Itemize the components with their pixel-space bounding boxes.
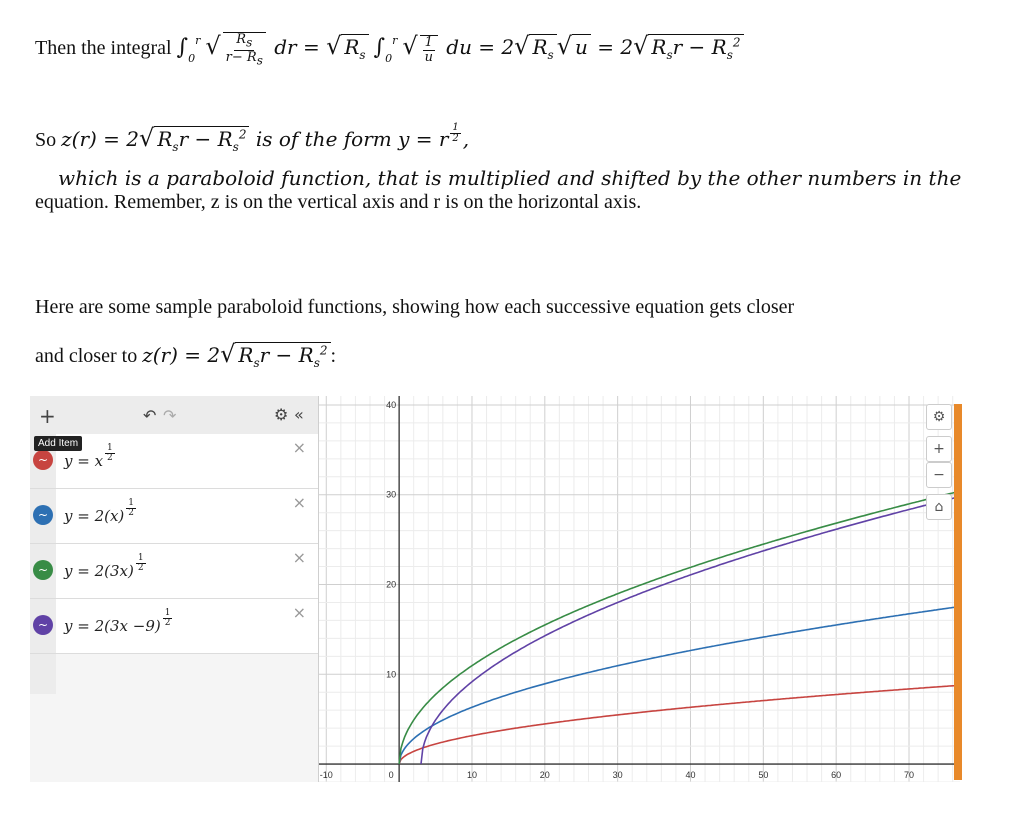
form-text: is of the form y = r bbox=[249, 127, 449, 151]
axis-reminder: equation. Remember, z is on the vertical axis and r is on the horizontal axis. bbox=[35, 191, 642, 213]
x-tick-label: 60 bbox=[831, 770, 842, 781]
expression-formula[interactable]: y = 2(3x) $\frac{1}{2}$ bbox=[64, 552, 144, 580]
home-icon[interactable]: ⌂ bbox=[926, 494, 952, 520]
desmos-calculator bbox=[30, 396, 960, 782]
x-tick-label: 40 bbox=[685, 770, 696, 781]
graph-visibility-icon[interactable]: ~ bbox=[33, 560, 53, 580]
z-radical: $R_sr - R_s^2$ bbox=[154, 126, 249, 151]
integral-intro-text: Then the integral bbox=[35, 37, 177, 60]
closer-to-line: and closer to z(r) = 2√ $R_sr - R_s^2$ : bbox=[35, 340, 337, 370]
x-tick-label: 10 bbox=[466, 770, 477, 781]
redo-button[interactable]: ↷ bbox=[163, 406, 177, 425]
y-tick-label: 20 bbox=[386, 579, 397, 590]
integral-line: Then the integral $\int_0^r$ √ $\frac{Rs}{r- Rs}$ dr = √ $R_s$ $\int_0^r$ √ $\frac{1}{u}$ du = 2√ $R_s$ √ u = 2√ $R_sr - R_s^2$ bbox=[35, 32, 744, 67]
series-curve-3 bbox=[399, 491, 960, 764]
expression-formula[interactable]: y = 2(x) $\frac{1}{2}$ bbox=[64, 497, 135, 525]
zoom-out-button[interactable]: − bbox=[926, 462, 952, 488]
collapse-list-button[interactable]: « bbox=[294, 405, 304, 424]
side-scroll-bar[interactable] bbox=[954, 404, 962, 780]
delete-expression-icon[interactable]: × bbox=[292, 548, 306, 567]
expression-formula[interactable]: y = x $\frac{1}{2}$ bbox=[64, 442, 113, 470]
expression-toolbar bbox=[30, 396, 318, 435]
expression-row[interactable] bbox=[30, 599, 318, 654]
undo-button[interactable]: ↶ bbox=[143, 406, 157, 425]
integral-upper-limit: r bbox=[195, 34, 201, 48]
z-form-line: So z(r) = 2√ $R_sr - R_s^2$ is of the form y = r $\frac{1}{2}$ , bbox=[35, 121, 470, 154]
sqrt-symbol: √ bbox=[205, 32, 221, 61]
x-tick-label: 30 bbox=[612, 770, 623, 781]
exponent: $\frac{1}{2}$ bbox=[164, 607, 171, 628]
final-radical: $R_sr - R_s^2$ bbox=[648, 34, 743, 59]
expression-list bbox=[30, 396, 319, 782]
delete-expression-icon[interactable]: × bbox=[292, 438, 306, 457]
graph-settings-wrench-icon[interactable]: ⚙ bbox=[926, 404, 952, 430]
zoom-in-button[interactable]: + bbox=[926, 436, 952, 462]
graph-svg[interactable] bbox=[319, 396, 960, 782]
x-tick-label: 50 bbox=[758, 770, 769, 781]
x-tick-label: 0 bbox=[388, 770, 394, 781]
graph-visibility-icon[interactable]: ~ bbox=[33, 615, 53, 635]
settings-gear-icon[interactable]: ⚙ bbox=[274, 405, 289, 424]
y-tick-label: 40 bbox=[386, 399, 397, 410]
one-over-u: $\frac{1}{u}$ bbox=[420, 35, 438, 65]
sqrt-u: u bbox=[572, 34, 591, 59]
x-tick-label: 70 bbox=[904, 770, 915, 781]
expression-formula[interactable]: y = 2(3x −9) $\frac{1}{2}$ bbox=[64, 607, 171, 635]
graph-paper[interactable] bbox=[319, 396, 960, 782]
graph-visibility-icon[interactable]: ~ bbox=[33, 450, 53, 470]
add-item-tooltip: Add Item bbox=[34, 436, 82, 451]
half-exponent: $\frac{1}{2}$ bbox=[452, 121, 459, 144]
delete-expression-icon[interactable]: × bbox=[292, 603, 306, 622]
z-of-r: z(r) = 2 bbox=[61, 127, 140, 151]
y-tick-label: 10 bbox=[386, 669, 397, 680]
x-tick-label: 20 bbox=[539, 770, 550, 781]
du-text: du = 2 bbox=[439, 35, 515, 60]
expression-row[interactable] bbox=[30, 489, 318, 544]
equals-two: = 2 bbox=[590, 35, 634, 60]
integral-symbol: ∫ bbox=[176, 35, 189, 61]
rs-over-r-minus-rs: $\frac{Rs}{r- Rs}$ bbox=[223, 32, 266, 67]
exponent: $\frac{1}{2}$ bbox=[137, 552, 144, 573]
series-curve-2 bbox=[399, 607, 960, 765]
so-text: So bbox=[35, 129, 62, 151]
sqrt-rs: R bbox=[344, 35, 360, 60]
paraboloid-explanation: which is a paraboloid function, that is multiplied and shifted by the other numbers in the bbox=[58, 166, 962, 190]
exponent: $\frac{1}{2}$ bbox=[128, 497, 135, 518]
empty-expression-gutter bbox=[30, 654, 56, 694]
y-tick-label: 30 bbox=[386, 489, 397, 500]
integral-lower-limit: 0 bbox=[188, 52, 196, 66]
sample-functions-intro: Here are some sample paraboloid functions, showing how each successive equation gets closer bbox=[35, 296, 795, 318]
dr-text: dr = bbox=[267, 35, 327, 60]
delete-expression-icon[interactable]: × bbox=[292, 493, 306, 512]
series-curve-1 bbox=[399, 685, 960, 764]
exponent: $\frac{1}{2}$ bbox=[107, 442, 113, 463]
closer-to-text: and closer to bbox=[35, 345, 143, 367]
x-tick-label: -10 bbox=[319, 770, 333, 781]
expression-row[interactable] bbox=[30, 544, 318, 599]
graph-visibility-icon[interactable]: ~ bbox=[33, 505, 53, 525]
add-item-button[interactable]: + bbox=[39, 404, 56, 428]
